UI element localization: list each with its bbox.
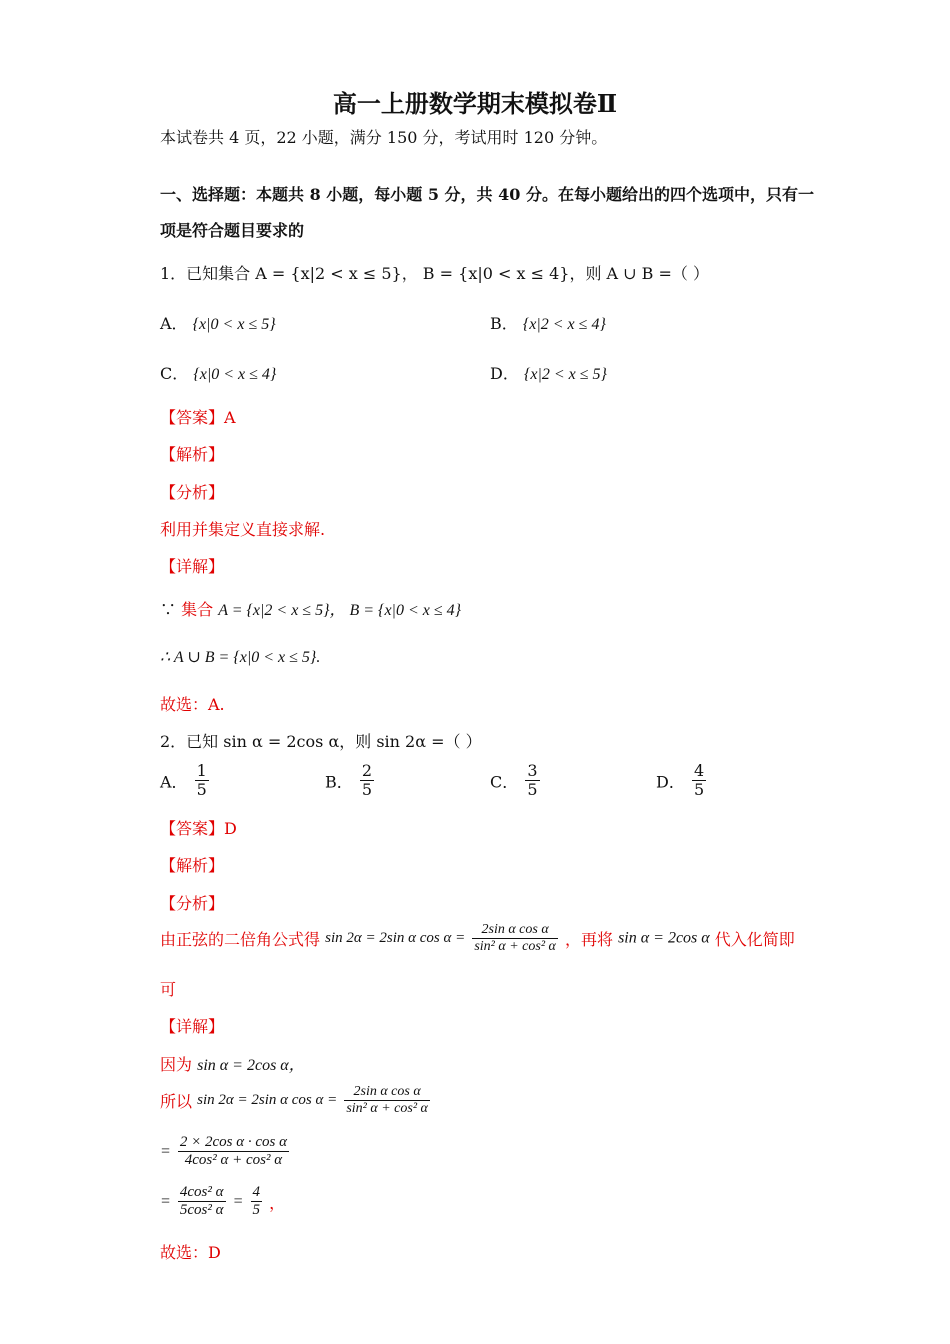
frac-num: 2sin α cos α: [472, 922, 558, 939]
section-heading-line2: 项是符合题目要求的: [160, 221, 305, 240]
q1-detail-line2: ∴ A ∪ B = {x|0 < x ≤ 5}.: [160, 649, 321, 666]
q2-fenxi-line1: [160, 922, 795, 955]
detail-eq: =: [160, 1192, 171, 1210]
detail-eq: =: [232, 1192, 244, 1210]
option-text: {x|2 < x ≤ 4}: [522, 316, 606, 333]
q2-stem: 2．已知 sin α = 2cos α，则 sin 2α =（ ）: [160, 732, 482, 751]
frac-num: 2 × 2cos α · cos α: [178, 1134, 289, 1152]
fenxi-text: ，再将: [564, 930, 613, 950]
option-label: D．: [656, 772, 685, 792]
option-label: B．: [490, 314, 518, 333]
frac-den: 4cos² α + cos² α: [184, 1152, 283, 1169]
q2-detail-line3: [160, 1134, 291, 1170]
q2-answer: 【答案】D: [160, 819, 237, 838]
q1-stem: 1．已知集合 A = {x|2 < x ≤ 5}， B = {x|0 < x ≤ 4}，则 A ∪ B =（ ）: [160, 264, 710, 283]
option-text: {x|0 < x ≤ 5}: [192, 316, 276, 333]
option-label: C．: [160, 364, 189, 383]
frac-num: 2sin α cos α: [344, 1084, 430, 1101]
frac-num: 1: [196, 761, 207, 780]
fenxi-eq2: sin α = 2cos α: [618, 929, 710, 947]
q1-option-d: [490, 361, 607, 384]
detail-eq: sin 2α = 2sin α cos α =: [197, 1092, 338, 1109]
detail-word: 集合: [181, 600, 214, 619]
option-label: B．: [325, 772, 353, 792]
q2-fenxi-heading: 【分析】: [160, 894, 225, 913]
option-text: {x|2 < x ≤ 5}: [523, 366, 607, 383]
detail-eq: =: [160, 1142, 171, 1160]
detail-eq: sin α = 2cos α，: [197, 1057, 305, 1074]
q2-choice: 故选：D: [160, 1243, 221, 1262]
frac-den: 5: [527, 780, 538, 800]
because-symbol: ∵: [160, 600, 177, 619]
frac-den: 5: [361, 780, 373, 800]
fenxi-eq: sin 2α = 2sin α cos α =: [325, 930, 466, 947]
frac-num: 4cos² α: [178, 1184, 226, 1202]
frac-den: sin² α + cos² α: [474, 939, 556, 955]
q2-option-b: [325, 762, 376, 800]
option-label: A．: [160, 314, 188, 333]
q1-fenxi-heading: 【分析】: [160, 483, 225, 502]
fenxi-text: 代入化简即: [714, 930, 795, 950]
q1-analysis-heading: 【解析】: [160, 445, 225, 464]
option-label: C．: [490, 772, 519, 792]
frac-den: 5: [196, 780, 207, 800]
frac-num: 4: [693, 761, 705, 780]
q2-detail-line1: [160, 1052, 305, 1075]
fenxi-text: 由正弦的二倍角公式得: [160, 930, 321, 950]
q1-option-c: [160, 361, 276, 384]
detail-sets: A = {x|2 < x ≤ 5}， B = {x|0 < x ≤ 4}: [218, 602, 462, 619]
option-label: A．: [160, 772, 188, 792]
q2-detail-line2: [160, 1084, 432, 1117]
frac-den: sin² α + cos² α: [346, 1101, 428, 1117]
q2-detail-line4: [160, 1184, 285, 1220]
intro-text: 本试卷共 4 页，22 小题，满分 150 分，考试用时 120 分钟。: [160, 128, 608, 147]
q2-analysis-heading: 【解析】: [160, 856, 225, 875]
option-label: D．: [490, 364, 519, 383]
frac-num: 3: [527, 761, 538, 780]
q1-detail-line1: [160, 597, 461, 620]
q2-option-c: [490, 762, 542, 800]
frac-den: 5cos² α: [179, 1202, 224, 1219]
q1-fenxi-text: 利用并集定义直接求解.: [160, 520, 326, 539]
detail-text: 所以: [160, 1092, 193, 1112]
q1-option-b: [490, 311, 606, 334]
q2-option-a: [160, 762, 211, 800]
q2-detail-heading: 【详解】: [160, 1017, 225, 1036]
frac-den: 5: [693, 780, 705, 800]
frac-num: 4: [251, 1184, 263, 1202]
q1-answer: 【答案】A: [160, 408, 236, 427]
section-heading-line1: 一、选择题：本题共 8 小题，每小题 5 分，共 40 分。在每小题给出的四个选项中，只有一: [160, 185, 814, 204]
page-title: 高一上册数学期末模拟卷Ⅱ: [332, 89, 618, 118]
q1-detail-heading: 【详解】: [160, 557, 225, 576]
q2-fenxi-line2: 可: [160, 980, 177, 999]
detail-text: 因为: [160, 1055, 193, 1074]
q1-choice: 故选：A.: [160, 695, 225, 714]
q1-option-a: [160, 311, 276, 334]
option-text: {x|0 < x ≤ 4}: [193, 366, 277, 383]
detail-punct: ，: [269, 1193, 286, 1213]
frac-num: 2: [361, 761, 373, 780]
q2-option-d: [656, 762, 708, 800]
frac-den: 5: [252, 1202, 260, 1219]
